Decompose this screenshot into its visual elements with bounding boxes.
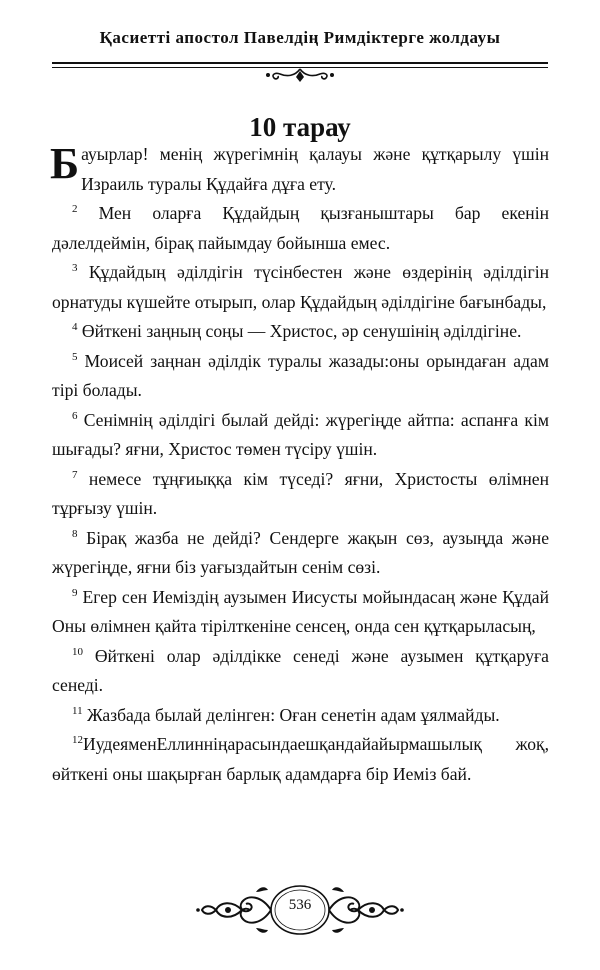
verse-number: 7 [72, 468, 78, 481]
verse-10 [52, 642, 549, 701]
verse-2 [52, 199, 549, 258]
verse-5 [52, 347, 549, 406]
verse-text: Егер сен Иеміздің аузымен Иисусты мойындасаң және Құдай Оны өлімнен қайта тірілткеніне сенсең, онда сен құтқарыласың, [52, 586, 549, 636]
verse-11 [52, 701, 549, 731]
verse-text: Моисей заңнан әділдік туралы жазады:оны орындаған адам тірі болады. [52, 350, 549, 400]
verse-number: 9 [72, 586, 78, 599]
verse-number: 10 [72, 645, 83, 658]
verse-text: Бірақ жазба не дейді? Сендерге жақын сөз, аузыңда және жүрегіңде, яғни біз уағыздайтын сенім сөзі. [52, 527, 549, 577]
verse-number: 4 [72, 321, 78, 334]
verse-4 [52, 317, 549, 347]
verse-number: 12 [72, 734, 83, 747]
header-ornament-icon [262, 66, 338, 84]
verse-9 [52, 583, 549, 642]
verse-text: немесе тұңғиыққа кім түседі? яғни, Христосты өлімнен тұрғызу үшін. [52, 468, 549, 518]
verse-text: ИудеяменЕллинніңарасындаешқандайайырмашылық жоқ, өйткені оны шақырған барлық адамдарға бір Иеміз бай. [52, 734, 549, 784]
verse-text: Сенімнің әділдігі былай дейді: жүрегіңде айтпа: аспанға кім шығады? яғни, Христос төмен түсіру үшін. [52, 409, 549, 459]
verse-12 [52, 730, 549, 789]
verse-number: 2 [72, 203, 78, 216]
verse-text: Құдайдың әділдігін түсінбестен және өздерінің әділдігін орнатуды күшейте отырып, олар Құдайдың әділдігіне бағынбады, [52, 262, 549, 312]
verse-8 [52, 524, 549, 583]
chapter-text [52, 140, 549, 789]
verse-number: 3 [72, 262, 78, 275]
verse-text: Мен оларға Құдайдың қызғаныштары бар екенін дәлелдеймін, бірақ пайымдау бойынша емес. [52, 203, 549, 253]
verse-text: Өйткені заңның соңы — Христос, әр сенушінің әділдігіне. [77, 321, 522, 341]
verse-number: 5 [72, 350, 78, 363]
verse-text: Жазбада былай делінген: Оған сенетін адам ұялмайды. [82, 704, 500, 725]
header-rule-thick [52, 62, 548, 64]
verse-3 [52, 258, 549, 317]
verse-text: Өйткені олар әділдікке сенеді және аузымен құтқаруға сенеді. [52, 645, 549, 695]
verse-1 [52, 140, 549, 199]
drop-cap: Б [50, 139, 80, 188]
page-number: 536 [288, 897, 312, 913]
verse-number: 11 [72, 704, 83, 717]
running-header: Қасиетті апостол Павелдің Римдіктерге жолдауы [99, 28, 501, 47]
verse-7 [52, 465, 549, 524]
verse-text: ауырлар! менің жүрегімнің қалауы және құтқарылу үшін Израиль туралы Құдайға дұға ету. [81, 144, 549, 194]
chapter-title: 10 тарау [249, 112, 351, 142]
verse-6 [52, 406, 549, 465]
verse-number: 8 [72, 527, 78, 540]
verse-number: 6 [72, 409, 78, 422]
